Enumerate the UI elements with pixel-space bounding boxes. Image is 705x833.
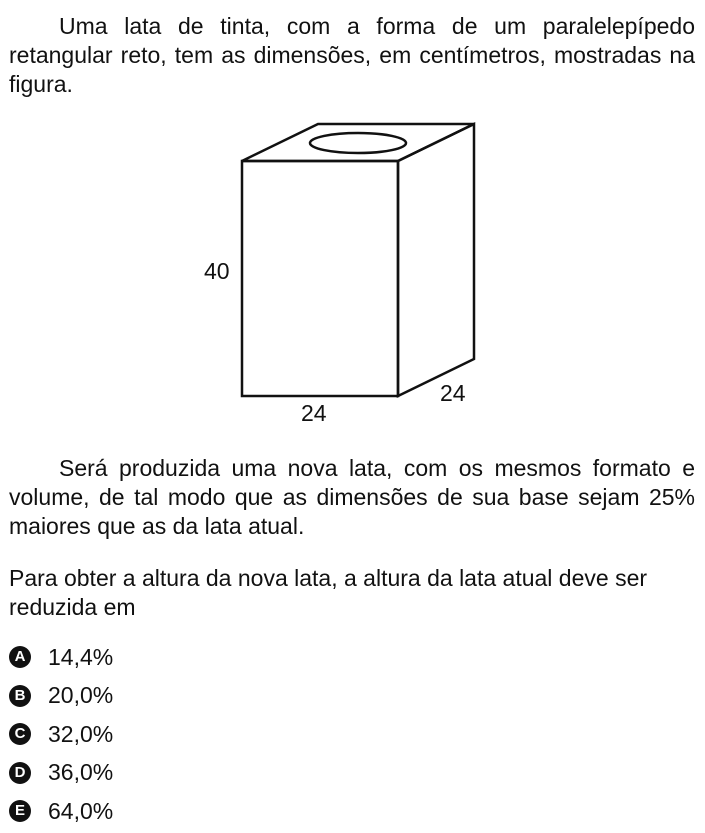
width-label: 24 — [301, 400, 327, 426]
depth-label: 24 — [440, 380, 466, 406]
paint-can-figure — [180, 112, 500, 432]
box-side-face — [398, 124, 474, 396]
statement-paragraph: Será produzida uma nova lata, com os mesmos formato e volume, de tal modo que as dimensões de sua base sejam 25% maiores que as da lata atual. — [9, 455, 695, 539]
option-a-letter-badge: A — [9, 646, 31, 668]
option-c-letter-badge: C — [9, 723, 31, 745]
option-d-text: 36,0% — [48, 759, 114, 786]
option-b-text: 20,0% — [48, 682, 114, 709]
box-front-face — [242, 161, 398, 396]
option-e-letter-badge: E — [9, 800, 31, 822]
option-b-letter-badge: B — [9, 685, 31, 707]
box-top-face — [242, 124, 474, 161]
prompt-paragraph: Para obter a altura da nova lata, a altura da lata atual deve ser reduzida em — [9, 565, 648, 620]
option-e-text: 64,0% — [48, 797, 114, 824]
option-d-letter-badge: D — [9, 762, 31, 784]
option-a[interactable] — [9, 638, 309, 677]
option-b[interactable] — [9, 677, 309, 716]
intro-paragraph: Uma lata de tinta, com a forma de um paralelepípedo retangular reto, tem as dimensões, em centímetros, mostradas na figura. — [9, 13, 695, 97]
option-c[interactable] — [9, 715, 309, 754]
can-opening — [310, 133, 406, 153]
option-c-text: 32,0% — [48, 720, 114, 747]
option-d[interactable] — [9, 754, 309, 793]
option-e[interactable] — [9, 792, 309, 831]
height-label: 40 — [204, 258, 230, 284]
answer-options — [9, 638, 309, 831]
option-a-text: 14,4% — [48, 643, 114, 670]
